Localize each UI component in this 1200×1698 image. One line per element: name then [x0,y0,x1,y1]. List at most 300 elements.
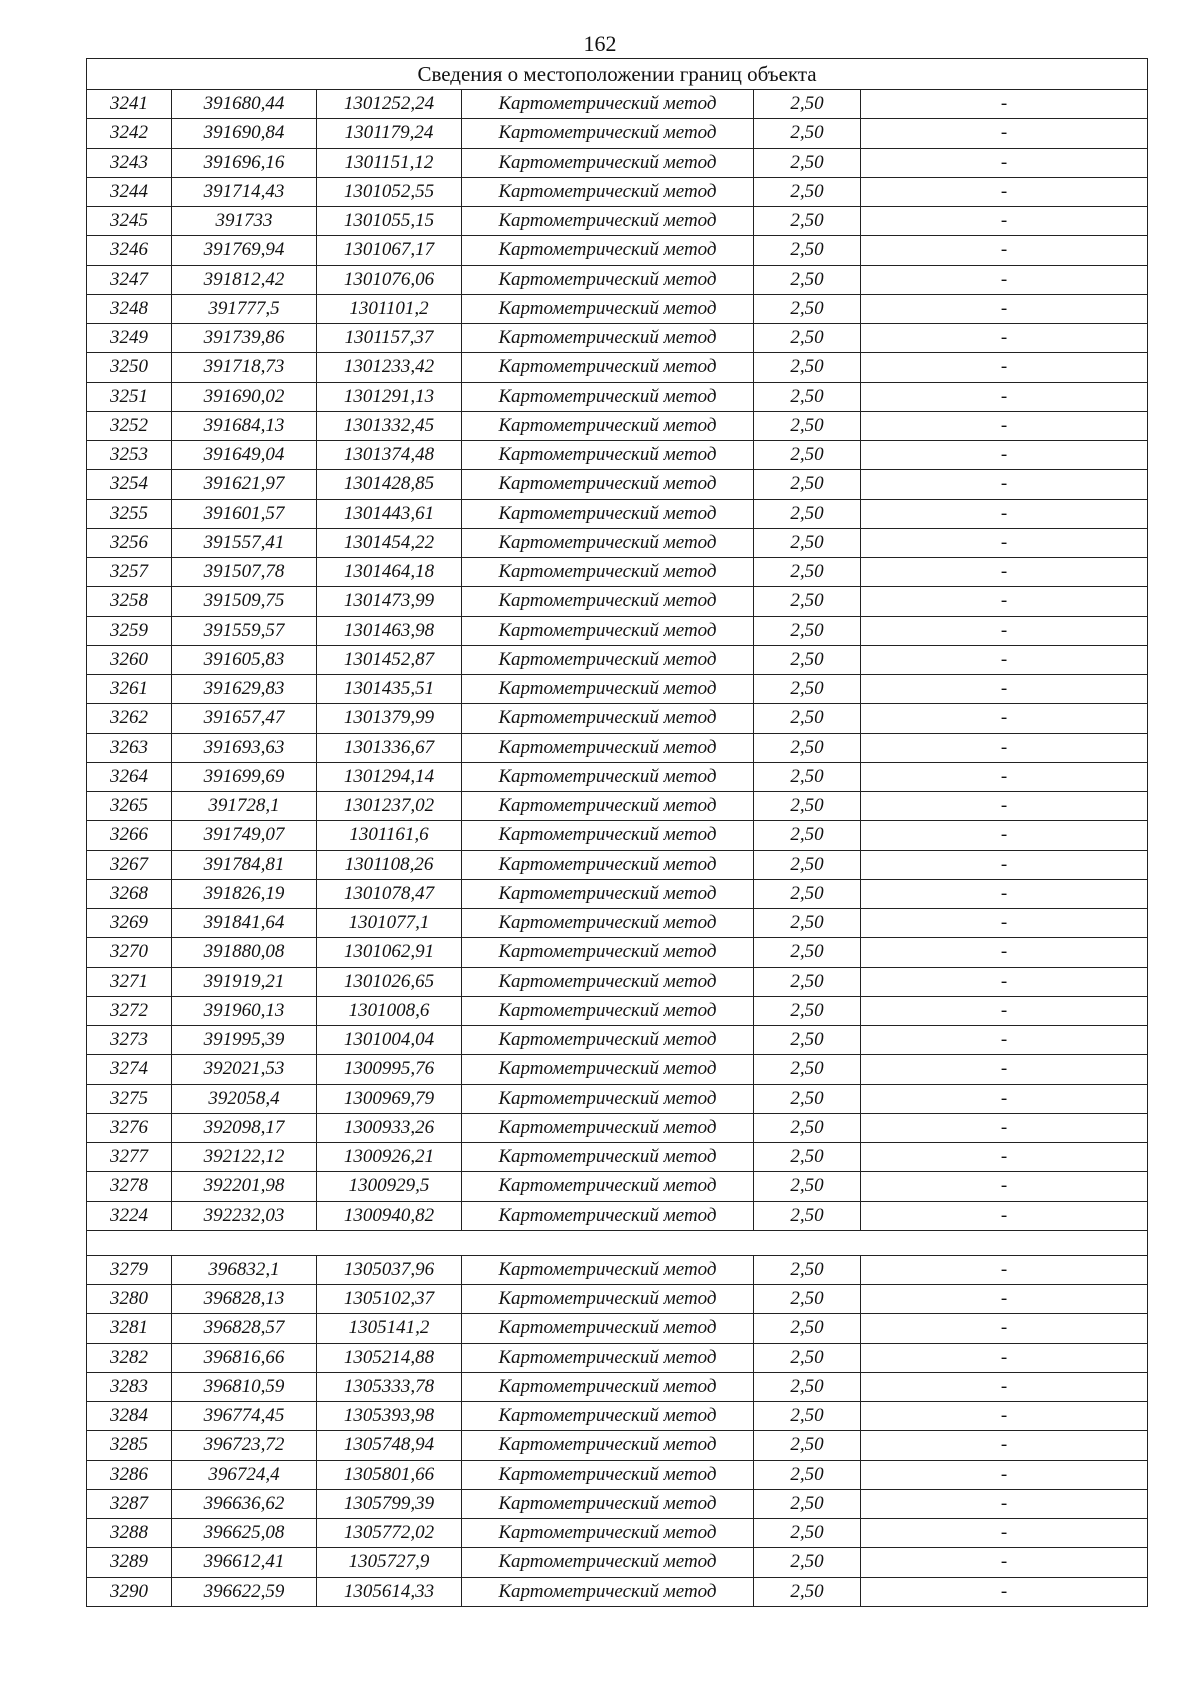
cell-coord-y: 1301078,47 [317,879,462,908]
cell-method: Картометрический метод [462,909,754,938]
cell-coord-y: 1300969,79 [317,1084,462,1113]
table-row [87,441,1148,470]
cell-method: Картометрический метод [462,1548,754,1577]
cell-method: Картометрический метод [462,733,754,762]
cell-accuracy: 2,50 [754,1460,861,1489]
cell-accuracy: 2,50 [754,90,861,119]
cell-accuracy: 2,50 [754,236,861,265]
cell-method: Картометрический метод [462,294,754,323]
cell-description: - [861,353,1148,382]
cell-description: - [861,265,1148,294]
cell-point-number: 3277 [87,1143,172,1172]
table-row [87,499,1148,528]
cell-description: - [861,1519,1148,1548]
cell-coord-y: 1305141,2 [317,1314,462,1343]
cell-coord-y: 1301157,37 [317,324,462,353]
cell-point-number: 3261 [87,675,172,704]
table-row [87,967,1148,996]
cell-method: Картометрический метод [462,616,754,645]
cell-method: Картометрический метод [462,996,754,1025]
cell-accuracy: 2,50 [754,1431,861,1460]
cell-coord-x: 396723,72 [172,1431,317,1460]
cell-point-number: 3258 [87,587,172,616]
cell-coord-x: 391714,43 [172,177,317,206]
cell-coord-x: 392122,12 [172,1143,317,1172]
cell-coord-y: 1300929,5 [317,1172,462,1201]
cell-method: Картометрический метод [462,324,754,353]
group-separator [87,1230,1148,1255]
cell-point-number: 3265 [87,792,172,821]
cell-description: - [861,1055,1148,1084]
cell-description: - [861,1372,1148,1401]
table-row [87,587,1148,616]
cell-accuracy: 2,50 [754,938,861,967]
cell-description: - [861,762,1148,791]
cell-coord-y: 1301379,99 [317,704,462,733]
cell-description: - [861,733,1148,762]
cell-method: Картометрический метод [462,1255,754,1284]
table-row [87,909,1148,938]
cell-description: - [861,1084,1148,1113]
cell-coord-x: 391784,81 [172,850,317,879]
cell-accuracy: 2,50 [754,382,861,411]
cell-accuracy: 2,50 [754,1314,861,1343]
cell-coord-x: 396774,45 [172,1402,317,1431]
cell-point-number: 3249 [87,324,172,353]
cell-method: Картометрический метод [462,938,754,967]
table-row [87,324,1148,353]
table-row [87,177,1148,206]
cell-coord-y: 1301291,13 [317,382,462,411]
cell-description: - [861,470,1148,499]
cell-coord-x: 391696,16 [172,148,317,177]
cell-coord-x: 391812,42 [172,265,317,294]
cell-method: Картометрический метод [462,90,754,119]
cell-coord-y: 1305614,33 [317,1577,462,1606]
cell-method: Картометрический метод [462,1402,754,1431]
cell-coord-x: 391693,63 [172,733,317,762]
cell-coord-y: 1301374,48 [317,441,462,470]
cell-point-number: 3244 [87,177,172,206]
table-row [87,1489,1148,1518]
cell-coord-y: 1301473,99 [317,587,462,616]
cell-coord-x: 391733 [172,207,317,236]
cell-coord-y: 1301101,2 [317,294,462,323]
cell-point-number: 3273 [87,1026,172,1055]
table-row [87,1431,1148,1460]
table-row [87,1519,1148,1548]
cell-accuracy: 2,50 [754,1055,861,1084]
table-title-row [87,59,1148,90]
cell-description: - [861,1113,1148,1142]
cell-point-number: 3252 [87,411,172,440]
table-row [87,938,1148,967]
cell-description: - [861,207,1148,236]
cell-coord-y: 1300926,21 [317,1143,462,1172]
cell-method: Картометрический метод [462,645,754,674]
table-row [87,1143,1148,1172]
group-separator-row [87,1230,1148,1255]
cell-description: - [861,996,1148,1025]
cell-coord-x: 391559,57 [172,616,317,645]
cell-description: - [861,441,1148,470]
cell-description: - [861,1255,1148,1284]
cell-point-number: 3269 [87,909,172,938]
cell-coord-y: 1301443,61 [317,499,462,528]
cell-coord-y: 1305727,9 [317,1548,462,1577]
cell-point-number: 3289 [87,1548,172,1577]
cell-description: - [861,909,1148,938]
cell-accuracy: 2,50 [754,265,861,294]
cell-accuracy: 2,50 [754,587,861,616]
cell-point-number: 3271 [87,967,172,996]
cell-coord-x: 391919,21 [172,967,317,996]
cell-point-number: 3262 [87,704,172,733]
cell-accuracy: 2,50 [754,1519,861,1548]
cell-description: - [861,528,1148,557]
cell-point-number: 3245 [87,207,172,236]
cell-point-number: 3246 [87,236,172,265]
table-row [87,353,1148,382]
cell-coord-x: 396724,4 [172,1460,317,1489]
cell-point-number: 3248 [87,294,172,323]
cell-accuracy: 2,50 [754,967,861,996]
cell-point-number: 3264 [87,762,172,791]
cell-method: Картометрический метод [462,1577,754,1606]
cell-accuracy: 2,50 [754,177,861,206]
cell-coord-x: 391621,97 [172,470,317,499]
cell-coord-y: 1301055,15 [317,207,462,236]
table-row [87,1548,1148,1577]
cell-coord-y: 1300940,82 [317,1201,462,1230]
cell-accuracy: 2,50 [754,704,861,733]
cell-method: Картометрический метод [462,792,754,821]
cell-coord-y: 1301008,6 [317,996,462,1025]
cell-coord-x: 391509,75 [172,587,317,616]
cell-point-number: 3241 [87,90,172,119]
cell-method: Картометрический метод [462,236,754,265]
cell-description: - [861,792,1148,821]
cell-accuracy: 2,50 [754,411,861,440]
cell-point-number: 3284 [87,1402,172,1431]
cell-coord-y: 1301004,04 [317,1026,462,1055]
table-row [87,1402,1148,1431]
cell-description: - [861,382,1148,411]
cell-point-number: 3276 [87,1113,172,1142]
cell-coord-y: 1301161,6 [317,821,462,850]
table-row [87,411,1148,440]
cell-accuracy: 2,50 [754,1201,861,1230]
cell-point-number: 3251 [87,382,172,411]
table-row [87,1460,1148,1489]
cell-coord-y: 1305772,02 [317,1519,462,1548]
cell-point-number: 3255 [87,499,172,528]
cell-coord-x: 396816,66 [172,1343,317,1372]
table-row [87,1026,1148,1055]
table-row [87,1343,1148,1372]
cell-coord-x: 391684,13 [172,411,317,440]
cell-description: - [861,616,1148,645]
cell-method: Картометрический метод [462,675,754,704]
cell-method: Картометрический метод [462,1372,754,1401]
cell-coord-x: 391699,69 [172,762,317,791]
cell-accuracy: 2,50 [754,1285,861,1314]
cell-accuracy: 2,50 [754,353,861,382]
cell-coord-x: 396636,62 [172,1489,317,1518]
cell-description: - [861,1431,1148,1460]
cell-accuracy: 2,50 [754,1255,861,1284]
cell-coord-x: 391507,78 [172,558,317,587]
table-title: Сведения о местоположении границ объекта [87,59,1148,90]
table-body [87,59,1148,1607]
cell-coord-x: 391680,44 [172,90,317,119]
cell-method: Картометрический метод [462,850,754,879]
cell-point-number: 3259 [87,616,172,645]
cell-coord-y: 1301452,87 [317,645,462,674]
table-row [87,148,1148,177]
table-row [87,1285,1148,1314]
cell-accuracy: 2,50 [754,792,861,821]
cell-coord-x: 391718,73 [172,353,317,382]
cell-coord-x: 391880,08 [172,938,317,967]
cell-method: Картометрический метод [462,587,754,616]
cell-method: Картометрический метод [462,470,754,499]
cell-coord-y: 1301464,18 [317,558,462,587]
cell-method: Картометрический метод [462,148,754,177]
cell-accuracy: 2,50 [754,528,861,557]
cell-point-number: 3224 [87,1201,172,1230]
cell-description: - [861,645,1148,674]
cell-accuracy: 2,50 [754,1026,861,1055]
cell-coord-y: 1301454,22 [317,528,462,557]
cell-coord-y: 1301026,65 [317,967,462,996]
cell-accuracy: 2,50 [754,762,861,791]
cell-description: - [861,119,1148,148]
cell-coord-y: 1301336,67 [317,733,462,762]
cell-accuracy: 2,50 [754,558,861,587]
cell-coord-x: 391657,47 [172,704,317,733]
cell-point-number: 3268 [87,879,172,908]
cell-description: - [861,1026,1148,1055]
cell-coord-x: 392021,53 [172,1055,317,1084]
table-row [87,1577,1148,1606]
table-row [87,1084,1148,1113]
table-row [87,558,1148,587]
cell-coord-y: 1305393,98 [317,1402,462,1431]
cell-coord-x: 391605,83 [172,645,317,674]
cell-accuracy: 2,50 [754,645,861,674]
cell-accuracy: 2,50 [754,441,861,470]
cell-accuracy: 2,50 [754,733,861,762]
cell-coord-x: 392201,98 [172,1172,317,1201]
cell-description: - [861,148,1148,177]
cell-method: Картометрический метод [462,704,754,733]
cell-method: Картометрический метод [462,821,754,850]
cell-accuracy: 2,50 [754,1577,861,1606]
cell-description: - [861,1314,1148,1343]
cell-point-number: 3275 [87,1084,172,1113]
cell-accuracy: 2,50 [754,470,861,499]
cell-method: Картометрический метод [462,411,754,440]
cell-method: Картометрический метод [462,1431,754,1460]
cell-point-number: 3253 [87,441,172,470]
cell-accuracy: 2,50 [754,1489,861,1518]
cell-accuracy: 2,50 [754,148,861,177]
cell-description: - [861,411,1148,440]
cell-coord-x: 396828,57 [172,1314,317,1343]
cell-coord-y: 1301463,98 [317,616,462,645]
cell-point-number: 3260 [87,645,172,674]
cell-description: - [861,1460,1148,1489]
cell-coord-y: 1301108,26 [317,850,462,879]
cell-point-number: 3281 [87,1314,172,1343]
cell-point-number: 3272 [87,996,172,1025]
cell-method: Картометрический метод [462,1285,754,1314]
cell-description: - [861,177,1148,206]
cell-method: Картометрический метод [462,119,754,148]
cell-coord-y: 1305102,37 [317,1285,462,1314]
page-number: 162 [583,31,617,56]
cell-coord-x: 396622,59 [172,1577,317,1606]
cell-description: - [861,1143,1148,1172]
cell-method: Картометрический метод [462,528,754,557]
cell-method: Картометрический метод [462,1460,754,1489]
table-row [87,1172,1148,1201]
cell-point-number: 3263 [87,733,172,762]
cell-point-number: 3257 [87,558,172,587]
cell-point-number: 3280 [87,1285,172,1314]
table-row [87,1201,1148,1230]
cell-coord-x: 392098,17 [172,1113,317,1142]
cell-description: - [861,324,1148,353]
cell-method: Картометрический метод [462,382,754,411]
cell-method: Картометрический метод [462,762,754,791]
table-row [87,645,1148,674]
cell-description: - [861,294,1148,323]
cell-method: Картометрический метод [462,441,754,470]
cell-accuracy: 2,50 [754,1402,861,1431]
cell-coord-y: 1301233,42 [317,353,462,382]
cell-coord-x: 396828,13 [172,1285,317,1314]
cell-accuracy: 2,50 [754,1343,861,1372]
table-row [87,1255,1148,1284]
cell-coord-x: 391749,07 [172,821,317,850]
cell-accuracy: 2,50 [754,119,861,148]
cell-point-number: 3247 [87,265,172,294]
cell-coord-x: 391690,84 [172,119,317,148]
cell-point-number: 3266 [87,821,172,850]
cell-method: Картометрический метод [462,265,754,294]
cell-method: Картометрический метод [462,1113,754,1142]
cell-coord-y: 1301077,1 [317,909,462,938]
table-row [87,470,1148,499]
table-row [87,382,1148,411]
cell-method: Картометрический метод [462,1055,754,1084]
cell-coord-x: 396612,41 [172,1548,317,1577]
cell-description: - [861,1577,1148,1606]
cell-description: - [861,90,1148,119]
cell-coord-y: 1301062,91 [317,938,462,967]
cell-coord-x: 391777,5 [172,294,317,323]
cell-accuracy: 2,50 [754,1143,861,1172]
cell-point-number: 3267 [87,850,172,879]
cell-accuracy: 2,50 [754,1113,861,1142]
cell-accuracy: 2,50 [754,1084,861,1113]
cell-accuracy: 2,50 [754,850,861,879]
cell-coord-x: 392232,03 [172,1201,317,1230]
cell-coord-y: 1301252,24 [317,90,462,119]
cell-accuracy: 2,50 [754,294,861,323]
cell-point-number: 3279 [87,1255,172,1284]
table-row [87,675,1148,704]
cell-coord-x: 391739,86 [172,324,317,353]
cell-method: Картометрический метод [462,177,754,206]
cell-description: - [861,1402,1148,1431]
cell-coord-y: 1301435,51 [317,675,462,704]
cell-coord-y: 1300995,76 [317,1055,462,1084]
table-row [87,236,1148,265]
cell-method: Картометрический метод [462,353,754,382]
table-row [87,1372,1148,1401]
cell-accuracy: 2,50 [754,616,861,645]
cell-point-number: 3288 [87,1519,172,1548]
cell-point-number: 3283 [87,1372,172,1401]
cell-description: - [861,1285,1148,1314]
cell-method: Картометрический метод [462,1201,754,1230]
cell-accuracy: 2,50 [754,675,861,704]
cell-method: Картометрический метод [462,1084,754,1113]
cell-method: Картометрический метод [462,207,754,236]
cell-point-number: 3282 [87,1343,172,1372]
table-row [87,1055,1148,1084]
cell-coord-y: 1301052,55 [317,177,462,206]
cell-coord-y: 1301067,17 [317,236,462,265]
cell-description: - [861,967,1148,996]
cell-accuracy: 2,50 [754,499,861,528]
cell-description: - [861,1548,1148,1577]
cell-description: - [861,1489,1148,1518]
cell-coord-x: 391629,83 [172,675,317,704]
cell-coord-x: 391649,04 [172,441,317,470]
cell-description: - [861,587,1148,616]
table-row [87,265,1148,294]
cell-coord-x: 391995,39 [172,1026,317,1055]
cell-method: Картометрический метод [462,1143,754,1172]
cell-coord-x: 392058,4 [172,1084,317,1113]
cell-description: - [861,938,1148,967]
table-row [87,733,1148,762]
cell-coord-y: 1305801,66 [317,1460,462,1489]
cell-coord-x: 396625,08 [172,1519,317,1548]
cell-method: Картометрический метод [462,1519,754,1548]
cell-coord-x: 396832,1 [172,1255,317,1284]
table-row [87,1314,1148,1343]
cell-coord-y: 1301076,06 [317,265,462,294]
table-row [87,1113,1148,1142]
cell-point-number: 3287 [87,1489,172,1518]
cell-accuracy: 2,50 [754,821,861,850]
cell-coord-y: 1301151,12 [317,148,462,177]
cell-coord-y: 1301179,24 [317,119,462,148]
cell-description: - [861,1201,1148,1230]
cell-description: - [861,821,1148,850]
cell-coord-y: 1300933,26 [317,1113,462,1142]
cell-point-number: 3254 [87,470,172,499]
table-row [87,996,1148,1025]
cell-description: - [861,558,1148,587]
table-row [87,528,1148,557]
cell-point-number: 3242 [87,119,172,148]
